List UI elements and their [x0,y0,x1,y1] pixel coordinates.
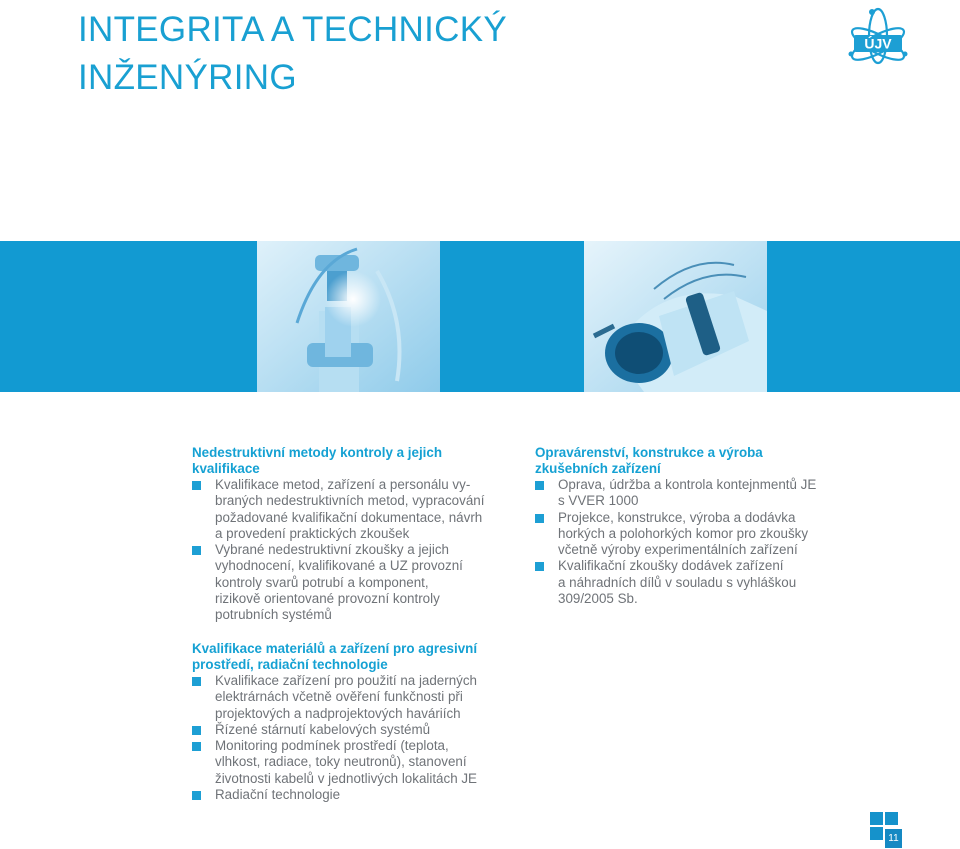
list-item-line: Vybrané nedestruktivní zkoušky a jejich [215,542,449,558]
page-title [78,6,638,102]
list-item-line: Řízené stárnutí kabelových systémů [215,721,431,737]
list-item [535,477,855,510]
list-item [192,787,512,803]
photo-band [0,241,960,392]
section-heading [535,445,855,477]
list-item [192,477,512,542]
list-item [192,738,512,787]
list-item-line: požadované kvalifikační dokumentace, návrh [215,509,483,525]
section-repairs-construction [535,445,855,607]
logo-text: ÚJV [864,35,892,52]
list-item-line: 309/2005 Sb. [558,591,638,607]
list-item-line: Kvalifikace metod, zařízení a personálu vy- [215,477,471,492]
ujv-logo [846,6,910,76]
section-ndt-qualification [192,445,512,624]
list-item-line: vlhkost, radiace, toky neutronů), stanovení [215,754,467,770]
page-title-line-1: INTEGRITA A TECHNICKÝ [78,10,507,49]
list-item-line: Monitoring podmínek prostředí (teplota, [215,738,449,754]
list-item-line: Radiační technologie [215,787,341,803]
heading-line: Nedestruktivní metody kontroly a jejich [192,445,443,460]
heading-line: Opravárenství, konstrukce a výroba [535,445,763,460]
heading-line: kvalifikace [192,461,260,476]
list-item-line: projektových a nadprojektových haváriích [215,705,461,721]
heading-line: Kvalifikace materiálů a zařízení pro agresivní [192,641,478,656]
list-item [192,722,512,738]
decor-square [885,812,898,825]
list-item-line: Kvalifikační zkoušky dodávek zařízení [558,558,784,574]
decor-square [870,827,883,840]
list-item-line: s VVER 1000 [558,493,639,509]
list-item-line: Kvalifikace zařízení pro použití na jaderných [215,673,478,688]
section-heading [192,445,512,477]
list-item-line: včetně výroby experimentálních zařízení [558,542,798,558]
list-item [535,510,855,559]
list-item-line: vyhodnocení, kvalifikované a UZ provozní [215,558,463,574]
page-number: 11 [885,829,902,848]
heading-line: prostředí, radiační technologie [192,657,388,672]
section-heading [192,641,512,673]
pipe-inspection-photo [584,241,767,392]
decor-square [870,812,883,825]
welding-inspection-photo [257,241,440,392]
list-item-line: Projekce, konstrukce, výroba a dodávka [558,509,796,525]
list-item-line: potrubních systémů [215,607,332,623]
list-item-line: braných nedestruktivních metod, vypracování [215,493,485,509]
bullet-list [192,673,512,803]
list-item-line: elektrárnách včetně ověření funkčnosti při [215,689,463,705]
heading-line: zkušebních zařízení [535,461,661,476]
list-item [192,673,512,722]
list-item-line: rizikově orientované provozní kontroly [215,591,440,607]
list-item-line: životnosti kabelů v jednotlivých lokalitách JE [215,770,477,786]
list-item-line: Oprava, údržba a kontrola kontejnmentů JE [558,477,817,492]
section-materials-qualification [192,641,512,803]
list-item-line: kontroly svarů potrubí a komponent, [215,574,429,590]
bullet-list [192,477,512,624]
list-item-line: a náhradních dílů v souladu s vyhláškou [558,574,797,590]
list-item [192,542,512,623]
bullet-list [535,477,855,607]
list-item-line: a provedení praktických zkoušek [215,525,410,541]
list-item-line: horkých a polohorkých komor pro zkoušky [558,525,809,541]
list-item [535,558,855,607]
page-title-line-2: INŽENÝRING [78,58,297,97]
